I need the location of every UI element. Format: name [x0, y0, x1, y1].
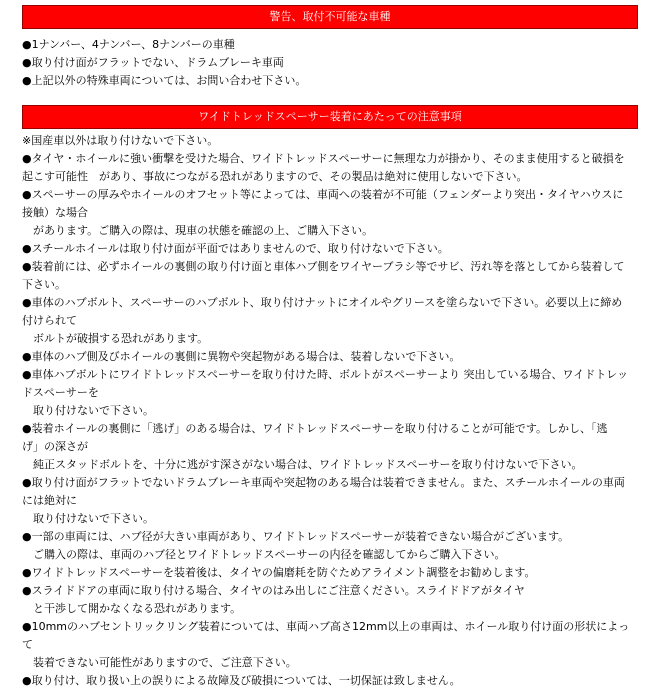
list-item: 接触）な場合	[22, 206, 88, 219]
list-item: ●スチールホイールは取り付け面が平面ではありませんので、取り付けないで下さい。	[22, 242, 449, 255]
list-item: 下さい。	[22, 278, 66, 291]
list-item: ●取り付け、取り扱い上の誤りによる故障及び破損については、一切保証は致しません。	[22, 674, 461, 687]
list-item: ご購入の際は、車両のハブ径とワイドトレッドスペーサーの内径を確認してからご購入下さい。	[22, 548, 506, 561]
list-item: ●車体ハブボルトにワイドトレッドスペーサーを取り付けた時、ボルトがスペーサーより 突出している場合、ワイドトレッ	[22, 368, 629, 381]
list-item: 付けられて	[22, 314, 77, 327]
list-item: ●10mmのハブセントリックリング装着については、車両ハブ高さ12mm以上の車両は、ホイール取り付け面の形状によっ	[22, 620, 630, 633]
list-item: 純正スタッドボルトを、十分に逃がす深さがない場合は、ワイドトレッドスペーサーを取り付けないで下さい。	[22, 458, 583, 471]
list-item: ※国産車以外は取り付けないで下さい。	[22, 134, 219, 147]
warning-banner	[22, 5, 638, 29]
warning-banner-title: 警告、取付不可能な車種	[269, 10, 391, 23]
list-item: ●1ナンバー、4ナンバー、8ナンバーの車種	[22, 38, 235, 51]
list-item: げ」の深さが	[22, 440, 88, 453]
notes-banner	[22, 105, 638, 129]
list-item: ●タイヤ・ホイールに強い衝撃を受けた場合、ワイドトレッドスペーサーに無理な力が掛かり、そのまま使用すると破損を	[22, 152, 625, 165]
list-item: ●一部の車両には、ハブ径が大きい車両があり、ワイドトレッドスペーサーが装着できない場合がございます。	[22, 530, 570, 543]
list-item: ●車体のハブ側及びホイールの裏側に異物や突起物がある場合は、装着しないで下さい。	[22, 350, 461, 363]
list-item: には絶対に	[22, 494, 77, 507]
list-item: ●取り付け面がフラットでない、ドラムブレーキ車両	[22, 56, 284, 69]
list-item: 装着できない可能性がありますので、ご注意下さい。	[22, 656, 297, 669]
list-item: ●装着前には、必ずホイールの裏側の取り付け面と車体ハブ側をワイヤーブラシ等でサビ、汚れ等を落としてから装着して	[22, 260, 625, 273]
installation-notes-list	[22, 132, 646, 690]
list-item: があります。ご購入の際は、現車の状態を確認の上、ご購入下さい。	[22, 224, 374, 237]
list-item: ●車体のハブボルト、スペーサーのハブボルト、取り付けナットにオイルやグリースを塗らないで下さい。必要以上に締め	[22, 296, 623, 309]
list-item: ●上記以外の特殊車両については、お問い合わせ下さい。	[22, 74, 307, 87]
list-item: ●ワイドトレッドスペーサーを装着後は、タイヤの偏磨耗を防ぐためアライメント調整をお勧めします。	[22, 566, 536, 579]
list-item: ボルトが破損する恐れがあります。	[22, 332, 209, 345]
list-item: ●スライドドアの車両に取り付ける場合、タイヤのはみ出しにご注意ください。スライドドアがタイヤ	[22, 584, 525, 597]
list-item: 起こす可能性 があり、事故につながる恐れがありますので、その製品は絶対に使用しないで下さい。	[22, 170, 528, 183]
list-item: と干渉して開かなくなる恐れがあります。	[22, 602, 242, 615]
list-item: ●取り付け面がフラットでないドラムブレーキ車両や突起物のある場合は装着できません。また、スチールホイールの車両	[22, 476, 625, 489]
list-item: 取り付けないで下さい。	[22, 512, 154, 525]
list-item: ドスペーサーを	[22, 386, 99, 399]
incompatible-vehicles-list	[22, 36, 638, 90]
list-item: ●スペーサーの厚みやホイールのオフセット等によっては、車両への装着が不可能（フェンダーより突出・タイヤハウスに	[22, 188, 624, 201]
list-item: ●装着ホイールの裏側に「逃げ」のある場合は、ワイドトレッドスペーサーを取り付けることが可能です。しかし、「逃	[22, 422, 608, 435]
list-item: 取り付けないで下さい。	[22, 404, 154, 417]
notes-banner-title: ワイドトレッドスペーサー装着にあたっての注意事項	[198, 110, 462, 123]
list-item: て	[22, 638, 33, 651]
